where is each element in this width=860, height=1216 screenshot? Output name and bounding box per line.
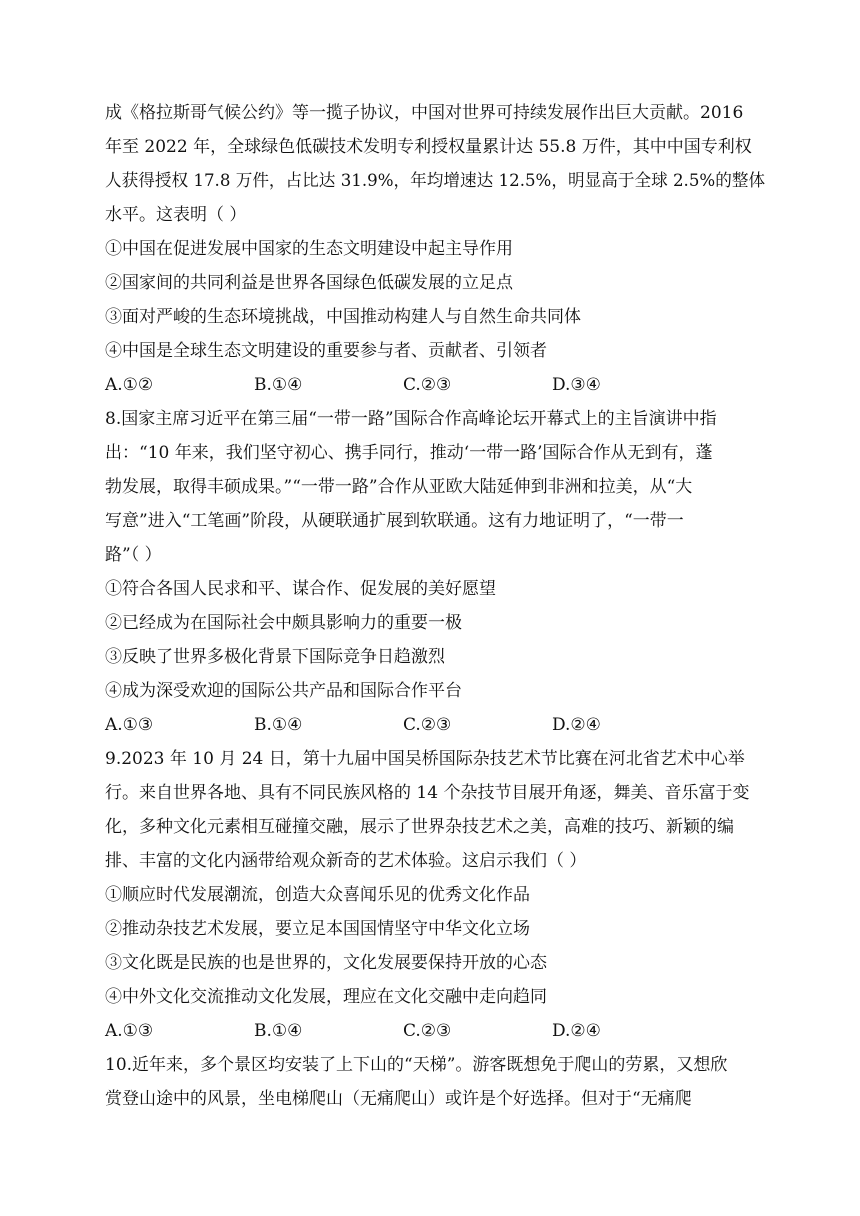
q7-option-d[interactable]: D.③④ [552,375,601,395]
q7-stem-line: 人获得授权 17.8 万件，占比达 31.9%，年均增速达 12.5%，明显高于全球 2.5%的整体 [105,171,766,191]
q9-option-a[interactable]: A.①③ [105,1021,154,1041]
q9-option-d[interactable]: D.②④ [552,1021,601,1041]
q8-statement-2: ②已经成为在国际社会中颇具影响力的重要一极 [105,613,462,633]
q8-stem-line: 写意”进入“工笔画”阶段，从硬联通扩展到软联通。这有力地证明了，“一带一 [105,511,684,531]
q9-statement-1: ①顺应时代发展潮流，创造大众喜闻乐见的优秀文化作品 [105,885,530,905]
q8-stem-line: 出：“10 年来，我们坚守初心、携手同行，推动‘一带一路’国际合作从无到有，蓬 [105,443,713,463]
q8-statement-1: ①符合各国人民求和平、谋合作、促发展的美好愿望 [105,579,496,599]
q7-stem-line: 水平。这表明（ ） [105,205,247,225]
q7-statement-1: ①中国在促进发展中国家的生态文明建设中起主导作用 [105,239,513,259]
q9-statement-4: ④中外文化交流推动文化发展，理应在文化交融中走向趋同 [105,987,547,1007]
q9-stem-line: 9.2023 年 10 月 24 日，第十九届中国吴桥国际杂技艺术节比赛在河北省艺术中心举 [105,749,745,769]
q8-stem-line: 勃发展，取得丰硕成果。”“一带一路”合作从亚欧大陆延伸到非洲和拉美，从“大 [105,477,693,497]
q7-statement-4: ④中国是全球生态文明建设的重要参与者、贡献者、引领者 [105,341,547,361]
q8-statement-3: ③反映了世界多极化背景下国际竞争日趋激烈 [105,647,445,667]
q9-option-b[interactable]: B.①④ [254,1021,303,1041]
q7-stem-line: 成《格拉斯哥气候公约》等一揽子协议，中国对世界可持续发展作出巨大贡献。2016 [105,103,744,123]
q10-stem-line: 赏登山途中的风景，坐电梯爬山（无痛爬山）或许是个好选择。但对于“无痛爬 [105,1089,692,1109]
q8-stem-line: 8.国家主席习近平在第三届“一带一路”国际合作高峰论坛开幕式上的主旨演讲中指 [105,409,717,429]
q8-options [105,713,765,737]
q10-stem-line: 10.近年来，多个景区均安装了上下山的“天梯”。游客既想免于爬山的劳累，又想欣 [105,1055,728,1075]
q8-option-d[interactable]: D.②④ [552,715,601,735]
q9-option-c[interactable]: C.②③ [403,1021,452,1041]
q9-options [105,1019,765,1043]
q7-option-a[interactable]: A.①② [105,375,154,395]
q8-option-a[interactable]: A.①③ [105,715,154,735]
q8-stem-line: 路”（ ） [105,545,162,565]
q9-stem-line: 行。来自世界各地、具有不同民族风格的 14 个杂技节目展开角逐，舞美、音乐富于变 [105,783,750,803]
q7-options [105,373,765,397]
q7-option-b[interactable]: B.①④ [254,375,303,395]
q8-option-b[interactable]: B.①④ [254,715,303,735]
q7-statement-3: ③面对严峻的生态环境挑战，中国推动构建人与自然生命共同体 [105,307,581,327]
q9-statement-3: ③文化既是民族的也是世界的，文化发展要保持开放的心态 [105,953,547,973]
q9-stem-line: 化，多种文化元素相互碰撞交融，展示了世界杂技艺术之美，高难的技巧、新颖的编 [105,817,734,837]
q8-statement-4: ④成为深受欢迎的国际公共产品和国际合作平台 [105,681,462,701]
q9-stem-line: 排、丰富的文化内涵带给观众新奇的艺术体验。这启示我们（ ） [105,851,587,871]
q9-statement-2: ②推动杂技艺术发展，要立足本国国情坚守中华文化立场 [105,919,530,939]
q7-statement-2: ②国家间的共同利益是世界各国绿色低碳发展的立足点 [105,273,513,293]
q8-option-c[interactable]: C.②③ [403,715,452,735]
q7-stem-line: 年至 2022 年，全球绿色低碳技术发明专利授权量累计达 55.8 万件，其中中国专利权 [105,137,752,157]
q7-option-c[interactable]: C.②③ [403,375,452,395]
